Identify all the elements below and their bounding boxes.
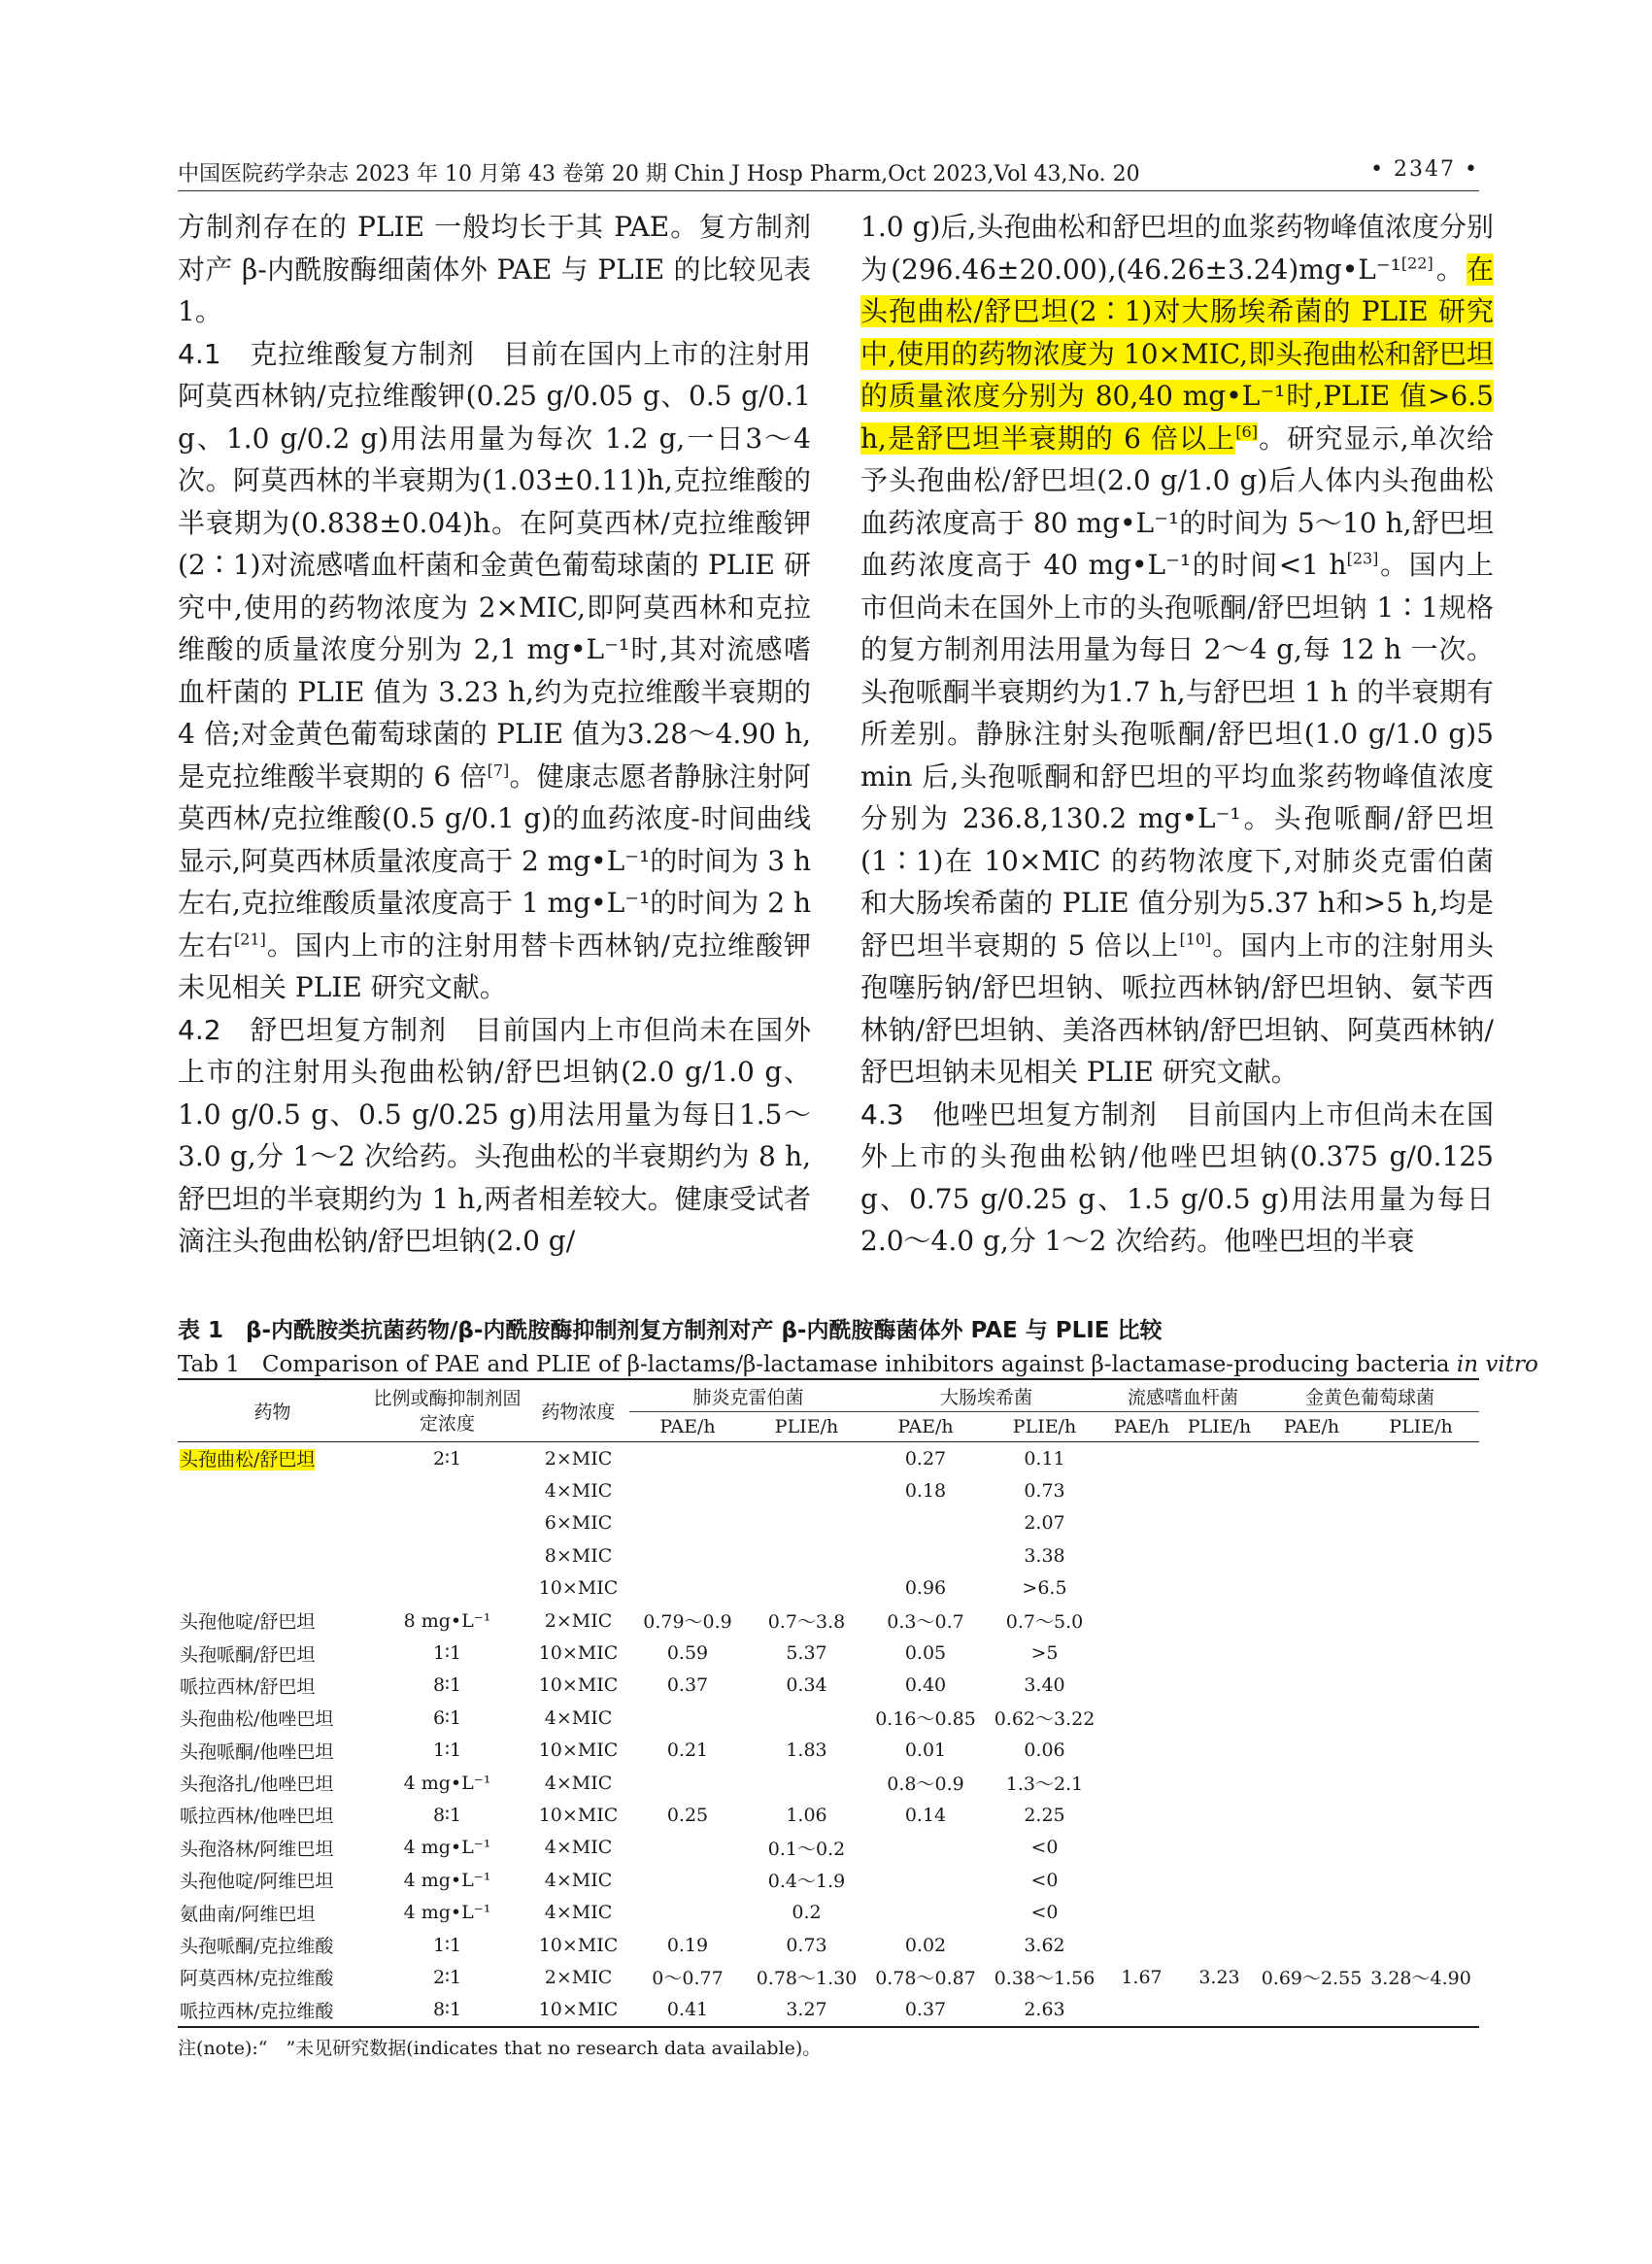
table-title-en-text: Tab 1 Comparison of PAE and PLIE of β-lactams/β-lactamase inhibitors against β-lactamase-producing bacteria	[178, 1352, 1457, 1377]
table-cell: 3.38	[1024, 1544, 1065, 1567]
table-cell	[1261, 1442, 1363, 1475]
citation[interactable]: [22]	[1400, 253, 1433, 273]
table-cell: 0.79～0.9	[643, 1611, 732, 1634]
table-cell: 8∶1	[432, 1999, 462, 2021]
table-cell	[1261, 1572, 1363, 1605]
table-cell: 2.07	[1024, 1512, 1065, 1535]
table-cell	[1105, 1539, 1178, 1571]
table-cell: 2×MIC	[544, 1609, 613, 1632]
table-cell: 10×MIC	[538, 1934, 619, 1956]
subheader-pae: PAE/h	[659, 1416, 716, 1437]
section-heading: 4.1 克拉维酸复方制剂	[178, 337, 475, 370]
table-cell: 0.78～1.30	[756, 1968, 858, 1990]
table-row	[178, 1896, 1479, 1928]
table-cell: 0.7～3.8	[767, 1611, 846, 1634]
table-cell: 4×MIC	[544, 1772, 613, 1794]
table-cell: 10×MIC	[538, 1740, 619, 1762]
table-cell: 8 mg•L⁻¹	[403, 1609, 491, 1632]
table-cell	[629, 1474, 746, 1506]
table-cell: 0.4～1.9	[767, 1871, 846, 1893]
drug-name-cell: 头孢他啶/舒巴坦	[180, 1611, 316, 1634]
table-row	[178, 1961, 1479, 1993]
paragraph	[860, 206, 1494, 1094]
table-cell: 0.34	[786, 1674, 827, 1697]
citation[interactable]: [21]	[233, 929, 266, 949]
table-row	[178, 1572, 1479, 1605]
table-cell	[1178, 1864, 1261, 1896]
table-cell: 10×MIC	[538, 1804, 619, 1826]
table-cell	[629, 1864, 746, 1896]
table-row	[178, 1864, 1479, 1896]
table-cell	[1363, 1767, 1479, 1799]
table-cell	[1105, 1507, 1178, 1539]
table-cell	[1261, 1929, 1363, 1961]
table-cell	[746, 1442, 867, 1475]
table-cell: 1∶1	[432, 1934, 462, 1956]
comparison-table	[178, 1378, 1479, 2028]
table-cell: 0.25	[666, 1804, 709, 1826]
table-row	[178, 1670, 1479, 1702]
subheader-plie: PLIE/h	[1187, 1416, 1252, 1437]
table-cell	[1105, 1896, 1178, 1928]
table-cell	[1363, 1539, 1479, 1571]
table-cell	[1261, 1832, 1363, 1864]
table-cell	[1178, 1799, 1261, 1831]
table-cell	[1363, 1474, 1479, 1506]
table-cell	[1261, 1670, 1363, 1702]
table-cell	[1261, 1474, 1363, 1506]
table-cell: 1.3～2.1	[1005, 1774, 1084, 1796]
table-cell	[1105, 1735, 1178, 1767]
table-row	[178, 1702, 1479, 1734]
col-header-ratio	[367, 1379, 527, 1442]
table-cell: 0.73	[786, 1934, 827, 1956]
table-cell	[1178, 1702, 1261, 1734]
table-title-cn: 表 1 β-内酰胺类抗菌药物/β-内酰胺酶抑制剂复方制剂对产 β-内酰胺酶菌体外 PAE 与 PLIE 比较	[178, 1318, 1163, 1343]
table-cell	[629, 1539, 746, 1571]
table-row	[178, 1767, 1479, 1799]
table-cell: 4 mg•L⁻¹	[403, 1869, 491, 1891]
paragraph-text: 目前国内上市但尚未在国外上市的注射用头孢曲松钠/舒巴坦钠(2.0 g/1.0 g、1.0 g/0.5 g、0.5 g/0.25 g)用法用量为每日1.5～3.0 g,分 1～2 次给药。头孢曲松的半衰期约为 8 h,舒巴坦的半衰期约为 1 h,两者相差较大。健康受试者滴注头孢曲松钠/舒巴坦钠(2.0 g/	[178, 1013, 811, 1257]
table-cell	[1105, 1864, 1178, 1896]
table-cell: 8∶1	[432, 1674, 462, 1697]
table-cell	[1363, 1735, 1479, 1767]
table-row	[178, 1799, 1479, 1831]
table-cell	[1105, 1474, 1178, 1506]
table-row	[178, 1832, 1479, 1864]
table-cell	[1261, 1702, 1363, 1734]
drug-name-cell: 头孢他啶/阿维巴坦	[180, 1871, 334, 1893]
table-cell: 0.41	[666, 1999, 709, 2021]
paragraph-text: 目前国内上市但尚未在国外上市的头孢曲松钠/他唑巴坦钠(0.375 g/0.125 g、0.75 g/0.25 g、1.5 g/0.5 g)用法用量为每日 2.0～4.0 g,分 1～2 次给药。他唑巴坦的半衰	[860, 1098, 1494, 1257]
table-cell: 8×MIC	[544, 1544, 613, 1567]
table-cell: 4 mg•L⁻¹	[403, 1772, 491, 1794]
table-cell	[867, 1864, 984, 1896]
table-cell	[1105, 1994, 1178, 2027]
table-cell	[1105, 1605, 1178, 1637]
table-cell: 2×MIC	[544, 1447, 613, 1470]
table-cell: 0.02	[904, 1934, 947, 1956]
paragraph	[178, 206, 811, 333]
table-cell	[629, 1442, 746, 1475]
table-cell	[1178, 1767, 1261, 1799]
table-cell: 2×MIC	[544, 1966, 613, 1988]
table-cell	[1363, 1994, 1479, 2027]
table-cell	[1178, 1929, 1261, 1961]
table-cell: <0	[1030, 1837, 1059, 1859]
table-cell: 10×MIC	[538, 1674, 619, 1697]
table-cell	[1261, 1539, 1363, 1571]
table-cell	[1363, 1442, 1479, 1475]
table-cell: 3.28～4.90	[1370, 1968, 1471, 1990]
subheader-plie: PLIE/h	[774, 1416, 839, 1437]
drug-name-cell	[178, 1507, 367, 1539]
table-cell	[1105, 1442, 1178, 1475]
table-cell: 1.67	[1121, 1966, 1163, 1988]
table-row	[178, 1637, 1479, 1669]
table-cell	[1261, 1735, 1363, 1767]
table-cell: 10×MIC	[538, 1642, 619, 1665]
table-cell	[867, 1507, 984, 1539]
table-cell: 6×MIC	[544, 1512, 613, 1535]
table-cell	[1261, 1637, 1363, 1669]
col-header-hi: 流感嗜血杆菌	[1105, 1379, 1261, 1412]
drug-name-cell: 哌拉西林/舒巴坦	[180, 1675, 316, 1698]
subheader-plie: PLIE/h	[1012, 1416, 1077, 1437]
table-cell: 1.83	[786, 1740, 827, 1762]
table-cell: 0.40	[904, 1674, 947, 1697]
table-cell	[867, 1539, 984, 1571]
table-cell	[1178, 1735, 1261, 1767]
table-cell: 0.3～0.7	[887, 1611, 964, 1634]
table-cell: 0.11	[1024, 1447, 1065, 1470]
table-cell	[629, 1702, 746, 1734]
table-cell: >5	[1030, 1642, 1059, 1665]
table-cell	[1178, 1507, 1261, 1539]
table-cell: 2∶1	[432, 1447, 462, 1470]
table-row	[178, 1442, 1479, 1475]
table-cell	[1363, 1507, 1479, 1539]
table-cell: 0.2	[792, 1902, 822, 1924]
table-row	[178, 1735, 1479, 1767]
table-cell: 0～0.77	[652, 1968, 724, 1990]
table-cell	[1178, 1474, 1261, 1506]
section-4-1	[178, 333, 811, 1009]
subheader-pae: PAE/h	[1283, 1416, 1340, 1437]
section-4-2	[178, 1009, 811, 1263]
table-cell	[1261, 1896, 1363, 1928]
drug-name-cell: 阿莫西林/克拉维酸	[180, 1968, 334, 1990]
table-cell	[1105, 1637, 1178, 1669]
drug-name-cell: 头孢哌酮/他唑巴坦	[180, 1740, 334, 1763]
table-row	[178, 1507, 1479, 1539]
table-cell: 0.1～0.2	[767, 1838, 846, 1860]
table-cell	[1261, 1605, 1363, 1637]
subheader-pae: PAE/h	[1113, 1416, 1170, 1437]
table-cell: 4×MIC	[544, 1480, 613, 1503]
table-cell	[867, 1832, 984, 1864]
table-cell	[1105, 1767, 1178, 1799]
highlighted-drug: 头孢曲松/舒巴坦	[180, 1449, 316, 1471]
table-cell: 0.7～5.0	[1005, 1611, 1084, 1634]
table-cell	[1363, 1637, 1479, 1669]
table-cell	[1363, 1670, 1479, 1702]
table-cell	[1363, 1572, 1479, 1605]
table-cell	[746, 1702, 867, 1734]
table-cell: 0.21	[666, 1740, 709, 1762]
table-cell	[1105, 1799, 1178, 1831]
table-row	[178, 1474, 1479, 1506]
table-cell	[746, 1767, 867, 1799]
drug-name-cell: 头孢洛扎/他唑巴坦	[180, 1774, 334, 1796]
table-cell: 1.06	[786, 1804, 827, 1826]
table-row	[178, 1539, 1479, 1571]
paragraph-text: 。	[1433, 253, 1467, 286]
table-cell	[1261, 1507, 1363, 1539]
table-cell	[1261, 1994, 1363, 2027]
table-cell: 0.01	[904, 1740, 947, 1762]
right-column	[860, 206, 1494, 1263]
table-cell: 0.19	[666, 1934, 709, 1956]
table-cell: 0.59	[666, 1642, 709, 1665]
table-cell	[367, 1572, 527, 1605]
table-cell: 2.25	[1024, 1804, 1065, 1826]
col-header-ec: 大肠埃希菌	[867, 1379, 1105, 1412]
table-cell	[629, 1572, 746, 1605]
table-cell: 3.23	[1198, 1966, 1240, 1988]
table-cell: 10×MIC	[538, 1999, 619, 2021]
drug-name-cell: 头孢洛林/阿维巴坦	[180, 1838, 334, 1860]
table-cell	[629, 1767, 746, 1799]
table-cell: 1∶1	[432, 1740, 462, 1762]
table-cell	[1261, 1799, 1363, 1831]
table-cell	[1363, 1896, 1479, 1928]
table-cell	[629, 1896, 746, 1928]
table-cell	[1178, 1605, 1261, 1637]
table-note: 注(note):“ ”未见研究数据(indicates that no research data available)。	[178, 2038, 822, 2059]
drug-name-cell: 氨曲南/阿维巴坦	[180, 1903, 316, 1925]
drug-name-cell	[178, 1474, 367, 1506]
table-cell: 4×MIC	[544, 1869, 613, 1891]
table-cell: 5.37	[786, 1642, 827, 1665]
citation[interactable]: [6]	[1235, 422, 1258, 442]
table-cell	[1363, 1864, 1479, 1896]
paragraph-text: 1.0 g)后,头孢曲松和舒巴坦的血浆药物峰值浓度分别为(296.46±20.00),(46.26±3.24)mg•L⁻¹	[860, 211, 1494, 286]
table-cell: 0.62～3.22	[994, 1708, 1096, 1731]
paragraph-text: 目前在国内上市的注射用阿莫西林钠/克拉维酸钾(0.25 g/0.05 g、0.5 g/0.1 g、1.0 g/0.2 g)用法用量为每次 1.2 g,一日3～4 次。阿莫西林的半衰期为(1.03±0.11)h,克拉维酸的半衰期为(0.838±0.04)h。在阿莫西林/克拉维酸钾(2∶1)对流感嗜血杆菌和金黄色葡萄球菌的 PLIE 研究中,使用的药物浓度为 2×MIC,即阿莫西林和克拉维酸的质量浓度分别为 2,1 mg•L⁻¹时,其对流感嗜血杆菌的 PLIE 值为 3.23 h,约为克拉维酸半衰期的 4 倍;对金黄色葡萄球菌的 PLIE 值为3.28～4.90 h,是克拉维酸半衰期的 6 倍	[178, 337, 811, 793]
table-cell	[1105, 1929, 1178, 1961]
drug-name-cell: 哌拉西林/克拉维酸	[180, 2000, 334, 2022]
table-cell: 1∶1	[432, 1642, 462, 1665]
table-cell	[629, 1507, 746, 1539]
table-cell	[746, 1539, 867, 1571]
table-cell	[1261, 1864, 1363, 1896]
table-row	[178, 1605, 1479, 1637]
col-header-conc: 药物浓度	[541, 1402, 616, 1423]
header-rule	[178, 190, 1479, 191]
table-cell	[1105, 1702, 1178, 1734]
table-title-en-italic: in vitro	[1456, 1352, 1538, 1377]
table-cell: 0.06	[1024, 1740, 1065, 1762]
table-cell: 0.05	[904, 1642, 947, 1665]
table-cell: 3.27	[786, 1999, 827, 2021]
table-cell	[1363, 1605, 1479, 1637]
table-cell	[1105, 1832, 1178, 1864]
table-cell	[367, 1539, 527, 1571]
paragraph-text: 。国内上市但尚未在国外上市的头孢哌酮/舒巴坦钠 1∶1规格的复方制剂用法用量为每日 2～4 g,每 12 h 一次。头孢哌酮半衰期约为1.7 h,与舒巴坦 1 h 的半衰期有所差别。静脉注射头孢哌酮/舒巴坦(1.0 g/1.0 g)5 min 后,头孢哌酮和舒巴坦的平均血浆药物峰值浓度分别为 236.8,130.2 mg•L⁻¹。头孢哌酮/舒巴坦(1∶1)在 10×MIC 的药物浓度下,对肺炎克雷伯菌和大肠埃希菌的 PLIE 值分别为5.37 h和>5 h,均是舒巴坦半衰期的 5 倍以上	[860, 549, 1494, 962]
table-cell: 0.8～0.9	[887, 1774, 964, 1796]
table-cell	[1178, 1994, 1261, 2027]
table-cell	[1363, 1929, 1479, 1961]
citation[interactable]: [7]	[487, 760, 510, 780]
table-cell	[629, 1832, 746, 1864]
citation[interactable]: [23]	[1346, 549, 1379, 568]
drug-name-cell	[178, 1442, 367, 1475]
col-header-ratio-text: 比例或酶抑制剂固定浓度	[373, 1387, 522, 1435]
col-header-kp: 肺炎克雷伯菌	[629, 1379, 867, 1412]
left-column	[178, 206, 811, 1263]
table-cell: 3.62	[1024, 1934, 1065, 1956]
table-cell: 2∶1	[432, 1966, 462, 1988]
subheader-plie: PLIE/h	[1389, 1416, 1453, 1437]
table-cell: 4 mg•L⁻¹	[403, 1837, 491, 1859]
table-cell: 4 mg•L⁻¹	[403, 1902, 491, 1924]
table-cell	[1178, 1442, 1261, 1475]
highlighted-text: 在头孢曲松/舒巴坦(2∶1)对大肠埃希菌的 PLIE 研究中,使用的药物浓度为 10×MIC,即头孢曲松和舒巴坦的质量浓度分别为 80,40 mg•L⁻¹时,PLIE 值>6.5 h,是舒巴坦半衰期的 6 倍以上	[860, 253, 1494, 455]
table-cell: 0.38～1.56	[994, 1968, 1096, 1990]
paragraph-text: 。研究显示,单次给予头孢曲松/舒巴坦(2.0 g/1.0 g)后人体内头孢曲松血药浓度高于 80 mg•L⁻¹的时间为 5～10 h,舒巴坦血药浓度高于 40 mg•L⁻¹的时间<1 h	[860, 422, 1494, 581]
table-cell: 4×MIC	[544, 1706, 613, 1729]
table-cell	[746, 1474, 867, 1506]
table-cell	[1178, 1572, 1261, 1605]
col-header-drug: 药物	[253, 1402, 291, 1423]
table-cell	[367, 1474, 527, 1506]
section-heading: 4.2 舒巴坦复方制剂	[178, 1013, 447, 1046]
drug-name-cell	[178, 1572, 367, 1605]
paragraph-text: 。健康志愿者静脉注射阿莫西林/克拉维酸(0.5 g/0.1 g)的血药浓度-时间曲线显示,阿莫西林质量浓度高于 2 mg•L⁻¹的时间为 3 h 左右,克拉维酸质量浓度高于 1 mg•L⁻¹的时间为 2 h 左右	[178, 760, 811, 962]
table-cell: 0.37	[666, 1674, 709, 1697]
drug-name-cell: 哌拉西林/他唑巴坦	[180, 1806, 334, 1828]
drug-name-cell: 头孢曲松/他唑巴坦	[180, 1708, 334, 1731]
table-cell: 0.73	[1024, 1480, 1065, 1503]
table-cell	[1363, 1832, 1479, 1864]
table-cell: 0.69～2.55	[1261, 1968, 1363, 1990]
table-cell	[1178, 1637, 1261, 1669]
table-cell	[1105, 1572, 1178, 1605]
table-cell	[1105, 1670, 1178, 1702]
table-cell	[746, 1572, 867, 1605]
table-cell: 0.37	[904, 1999, 947, 2021]
table-cell: 2.63	[1024, 1999, 1065, 2021]
section-4-3	[860, 1094, 1494, 1263]
table-cell	[1178, 1832, 1261, 1864]
table-cell	[367, 1507, 527, 1539]
page-number: • 2347 •	[1370, 157, 1479, 182]
table-cell: 0.78～0.87	[875, 1968, 976, 1990]
subheader-pae: PAE/h	[897, 1416, 954, 1437]
table-cell: <0	[1030, 1902, 1059, 1924]
table-row	[178, 1929, 1479, 1961]
table-cell: 0.18	[904, 1480, 947, 1503]
table-title-en	[178, 1346, 1538, 1378]
journal-header: 中国医院药学杂志 2023 年 10 月第 43 卷第 20 期 Chin J Hosp Pharm,Oct 2023,Vol 43,No. 20	[178, 162, 1140, 186]
table-cell	[867, 1896, 984, 1928]
table-cell	[746, 1507, 867, 1539]
table-cell	[1178, 1670, 1261, 1702]
running-header	[178, 157, 1479, 192]
citation[interactable]: [10]	[1179, 929, 1212, 949]
table-cell: 0.27	[904, 1447, 947, 1470]
table-cell	[1178, 1539, 1261, 1571]
table-cell: 8∶1	[432, 1804, 462, 1826]
table-cell: >6.5	[1022, 1577, 1067, 1600]
table-cell: 0.14	[904, 1804, 947, 1826]
table-cell: 0.16～0.85	[875, 1708, 976, 1731]
table-cell: 4×MIC	[544, 1902, 613, 1924]
drug-name-cell	[178, 1539, 367, 1571]
table-cell	[1261, 1767, 1363, 1799]
drug-name-cell: 头孢哌酮/舒巴坦	[180, 1643, 316, 1666]
table-cell	[1363, 1702, 1479, 1734]
col-header-sa: 金黄色葡萄球菌	[1261, 1379, 1479, 1412]
table-cell: 0.96	[904, 1577, 947, 1600]
table-row	[178, 1994, 1479, 2027]
drug-name-cell: 头孢哌酮/克拉维酸	[180, 1936, 334, 1958]
table-cell	[1363, 1799, 1479, 1831]
table-cell: 4×MIC	[544, 1837, 613, 1859]
table-cell: 10×MIC	[538, 1577, 619, 1600]
paragraph-text: 。国内上市的注射用头孢噻肟钠/舒巴坦钠、哌拉西林钠/舒巴坦钠、氨苄西林钠/舒巴坦钠、美洛西林钠/舒巴坦钠、阿莫西林钠/舒巴坦钠未见相关 PLIE 研究文献。	[860, 929, 1494, 1088]
table-cell: 3.40	[1024, 1674, 1065, 1697]
table-cell: <0	[1030, 1869, 1059, 1891]
table-cell: 6∶1	[432, 1706, 462, 1729]
paragraph-text: 。国内上市的注射用替卡西林钠/克拉维酸钾未见相关 PLIE 研究文献。	[178, 929, 811, 1003]
table-cell	[1178, 1896, 1261, 1928]
section-heading: 4.3 他唑巴坦复方制剂	[860, 1098, 1158, 1131]
paragraph-text: 方制剂存在的 PLIE 一般均长于其 PAE。复方制剂对产 β-内酰胺酶细菌体外 PAE 与 PLIE 的比较见表 1。	[178, 211, 811, 327]
